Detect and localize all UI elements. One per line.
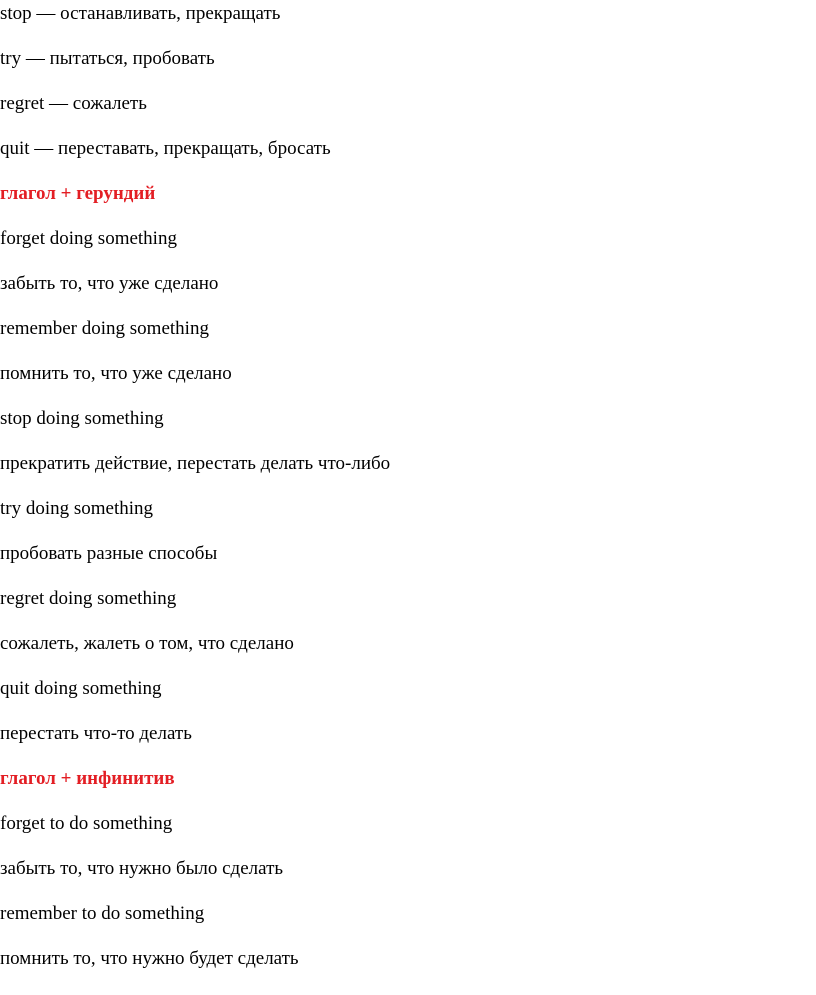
section-heading-gerund: глагол + герундий	[0, 183, 156, 204]
section-heading-infinitive: глагол + инфинитив	[0, 768, 175, 789]
text-line: try — пытаться, пробовать	[0, 48, 215, 69]
text-line: remember doing something	[0, 318, 209, 339]
text-line: помнить то, что уже сделано	[0, 363, 232, 384]
text-line: stop doing something	[0, 408, 164, 429]
text-line: quit doing something	[0, 678, 162, 699]
text-line: regret — сожалеть	[0, 93, 147, 114]
text-line: помнить то, что нужно будет сделать	[0, 948, 299, 969]
text-line: прекратить действие, перестать делать что-либо	[0, 453, 391, 474]
text-line: forget doing something	[0, 228, 177, 249]
text-line: forget to do something	[0, 813, 173, 834]
text-line: remember to do something	[0, 903, 205, 924]
text-line: забыть то, что уже сделано	[0, 273, 219, 294]
text-line: regret doing something	[0, 588, 177, 609]
text-line: try doing something	[0, 498, 154, 519]
text-line: quit — переставать, прекращать, бросать	[0, 138, 331, 159]
text-line: забыть то, что нужно было сделать	[0, 858, 284, 879]
text-line: перестать что-то делать	[0, 723, 192, 744]
text-line: пробовать разные способы	[0, 543, 218, 564]
text-line: stop — останавливать, прекращать	[0, 3, 281, 24]
text-line: сожалеть, жалеть о том, что сделано	[0, 633, 294, 654]
